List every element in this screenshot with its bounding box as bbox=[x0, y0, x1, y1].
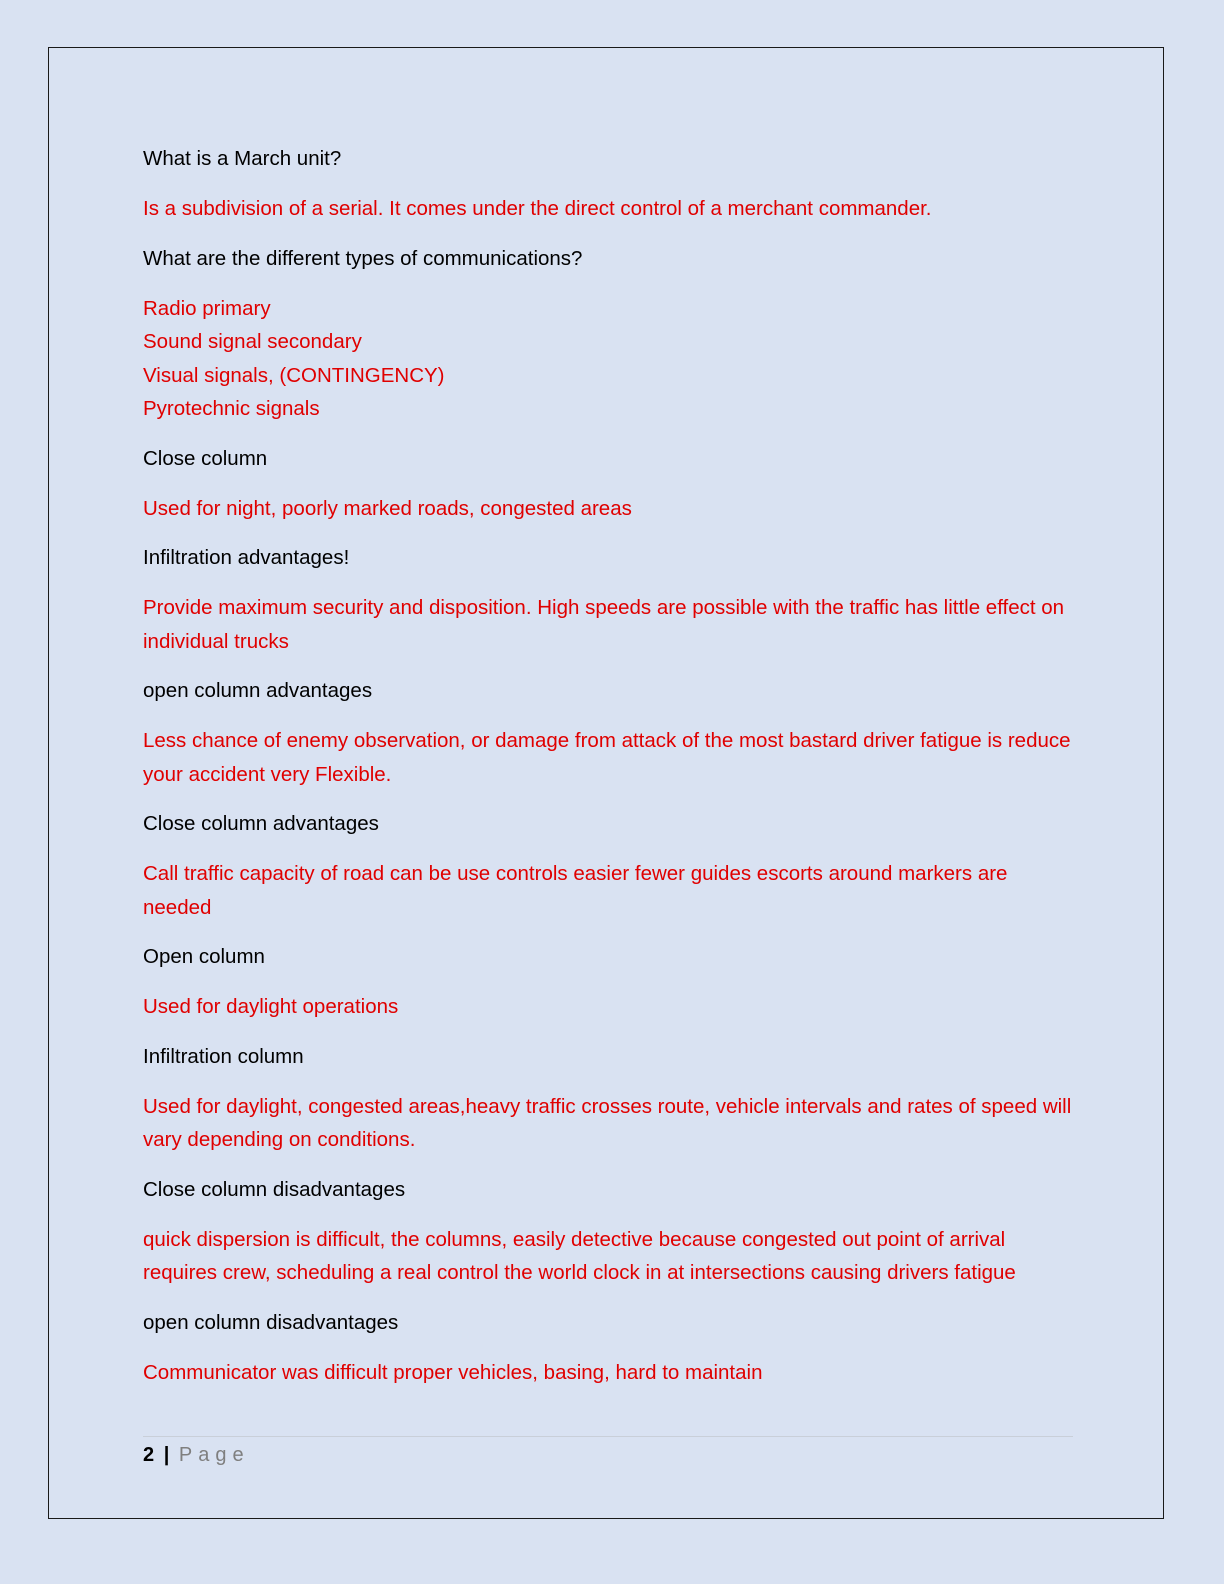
question-text: Close column disadvantages bbox=[143, 1177, 406, 1201]
answer-line: Used for daylight, congested areas,heavy traffic crosses route, vehicle intervals and rates of speed will vary depending on conditions. bbox=[143, 1094, 1072, 1151]
answer-text bbox=[143, 1356, 1078, 1390]
question-text: Close column advantages bbox=[143, 812, 379, 835]
page-number: 2 bbox=[143, 1444, 155, 1466]
answer-line: Communicator was difficult proper vehicles, basing, hard to maintain bbox=[143, 1360, 763, 1384]
answer-line: Pyrotechnic signals bbox=[143, 397, 320, 420]
question-text: Infiltration advantages! bbox=[143, 546, 350, 569]
answer-text bbox=[143, 1090, 1078, 1157]
answer-line: Radio primary bbox=[143, 296, 271, 320]
answer-line: Provide maximum security and disposition. High speeds are possible with the traffic has little effect on individual trucks bbox=[143, 596, 1065, 653]
footer-separator: | bbox=[163, 1444, 170, 1466]
answer-text bbox=[143, 1223, 1078, 1290]
question-text: Infiltration column bbox=[143, 1044, 304, 1068]
question-text: What are the different types of communications? bbox=[143, 246, 583, 270]
question-text: open column disadvantages bbox=[143, 1310, 399, 1334]
answer-line: Visual signals, (CONTINGENCY) bbox=[143, 363, 445, 387]
answer-line: quick dispersion is difficult, the columns, easily detective because congested out point of arrival requires crew, scheduling a real control the world clock in at intersections causing drivers fatigue bbox=[143, 1227, 1016, 1284]
page-label: Page bbox=[178, 1444, 250, 1466]
question-text: Open column bbox=[143, 945, 265, 968]
answer-line: Used for daylight operations bbox=[143, 995, 399, 1018]
answer-line: Call traffic capacity of road can be use controls easier fewer guides escorts around markers are needed bbox=[143, 862, 1008, 919]
page-footer bbox=[143, 1436, 1073, 1469]
answer-text bbox=[143, 724, 1078, 791]
answer-list bbox=[143, 292, 1078, 426]
answer-line: Is a subdivision of a serial. It comes under the direct control of a merchant commander. bbox=[143, 197, 932, 220]
answer-line: Sound signal secondary bbox=[143, 330, 362, 353]
answer-line: Less chance of enemy observation, or damage from attack of the most bastard driver fatigue is reduce your accident very Flexible. bbox=[143, 729, 1071, 786]
answer-text bbox=[143, 857, 1078, 924]
answer-text bbox=[143, 591, 1078, 658]
question-text: open column advantages bbox=[143, 679, 373, 702]
question-text: What is a March unit? bbox=[143, 147, 342, 170]
question-text: Close column bbox=[143, 446, 268, 470]
answer-line: Used for night, poorly marked roads, congested areas bbox=[143, 496, 632, 520]
answer-text bbox=[143, 990, 1078, 1024]
document-body bbox=[143, 142, 1078, 1405]
answer-text bbox=[143, 492, 1078, 526]
answer-text bbox=[143, 192, 1078, 226]
